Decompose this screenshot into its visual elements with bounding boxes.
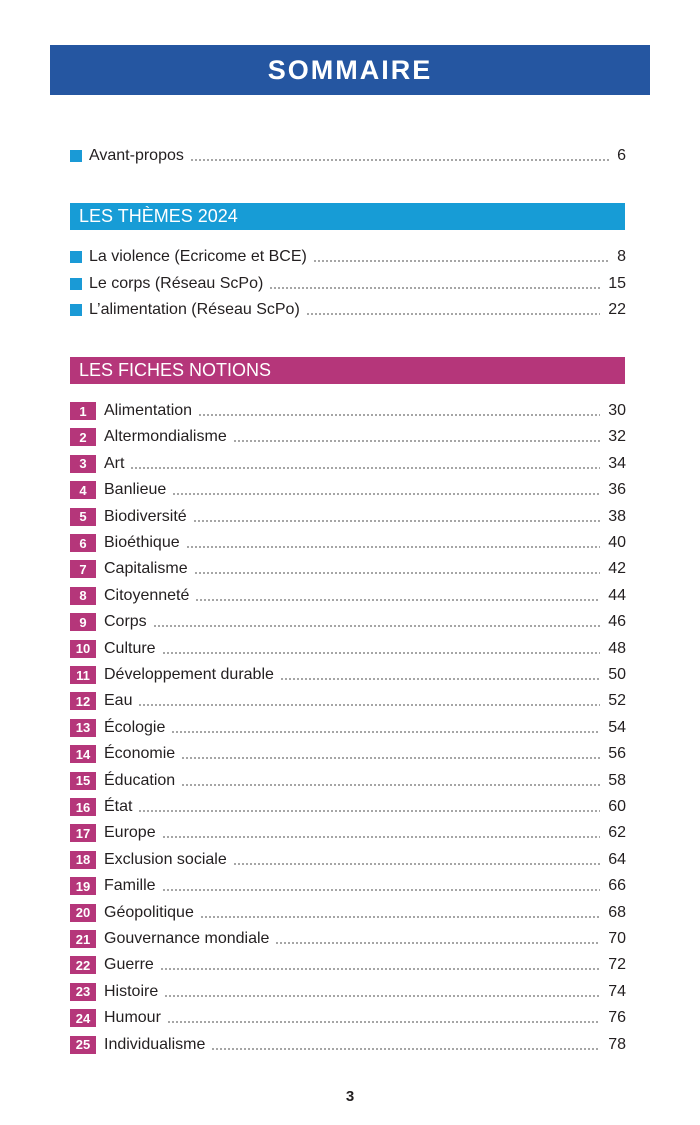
dot-leader	[186, 546, 601, 548]
entry-page: 22	[608, 301, 626, 318]
entry-page: 32	[608, 428, 626, 446]
toc-entry-notion[interactable]	[70, 874, 626, 898]
notion-number-badge: 19	[70, 877, 96, 895]
blue-square-bullet-icon	[70, 251, 82, 263]
entry-page: 56	[608, 745, 626, 763]
notion-number-badge: 16	[70, 798, 96, 816]
notion-number-badge: 20	[70, 904, 96, 922]
blue-square-bullet-icon	[70, 304, 82, 316]
page-title: SOMMAIRE	[50, 45, 650, 95]
dot-leader	[171, 731, 600, 733]
toc-entry-notion[interactable]	[70, 1006, 626, 1030]
entry-page: 15	[608, 274, 626, 292]
notion-number-badge: 21	[70, 930, 96, 948]
toc-entry-notion[interactable]	[70, 478, 626, 502]
entry-page: 70	[608, 930, 626, 947]
entry-label: L’alimentation (Réseau ScPo)	[89, 301, 300, 318]
entry-label: Alimentation	[104, 402, 193, 419]
entry-label: Humour	[104, 1009, 161, 1027]
entry-label: Individualisme	[104, 1035, 206, 1053]
toc-entry-notion[interactable]	[70, 980, 626, 1004]
notion-number-badge: 10	[70, 640, 96, 658]
entry-label: Gouvernance mondiale	[104, 930, 270, 947]
dot-leader	[153, 625, 601, 627]
entry-label: Le corps (Réseau ScPo)	[89, 274, 264, 292]
notion-number-badge: 22	[70, 956, 96, 974]
dot-leader	[162, 836, 601, 838]
entry-label: Bioéthique	[104, 534, 180, 551]
toc-entry-notion[interactable]	[70, 452, 626, 476]
notion-number-badge: 17	[70, 824, 96, 842]
dot-leader	[193, 520, 601, 522]
notion-number-badge: 4	[70, 481, 96, 499]
entry-label: Guerre	[104, 956, 154, 974]
dot-leader	[200, 916, 600, 918]
entry-page: 68	[608, 903, 626, 921]
dot-leader	[181, 784, 600, 786]
entry-page: 52	[608, 692, 626, 710]
dot-leader	[162, 889, 601, 891]
toc-entry-notion[interactable]	[70, 769, 626, 793]
notion-number-badge: 7	[70, 560, 96, 578]
entry-page: 8	[617, 248, 626, 265]
entry-page: 50	[608, 666, 626, 683]
dot-leader	[280, 678, 600, 680]
toc-entry-notion[interactable]	[70, 557, 626, 581]
toc-entry-theme[interactable]	[70, 272, 626, 296]
notion-number-badge: 15	[70, 772, 96, 790]
dot-leader	[198, 414, 600, 416]
entry-label: Éducation	[104, 771, 176, 789]
toc-entry-notion[interactable]	[70, 689, 626, 713]
dot-leader	[160, 968, 600, 970]
toc-entry-notion[interactable]	[70, 742, 626, 766]
entry-page: 76	[608, 1009, 626, 1027]
toc-entry-notion[interactable]	[70, 795, 626, 819]
toc-entry-avant-propos[interactable]	[70, 144, 626, 168]
notion-number-badge: 8	[70, 587, 96, 605]
blue-square-bullet-icon	[70, 150, 82, 162]
toc-entry-notion[interactable]	[70, 1033, 626, 1057]
dot-leader	[181, 757, 600, 759]
toc-entry-notion[interactable]	[70, 610, 626, 634]
entry-page: 78	[608, 1035, 626, 1053]
entry-label: Capitalisme	[104, 560, 188, 578]
dot-leader	[138, 704, 600, 706]
entry-page: 34	[608, 454, 626, 472]
dot-leader	[233, 863, 600, 865]
notion-number-badge: 1	[70, 402, 96, 420]
entry-label: Géopolitique	[104, 903, 194, 921]
page-number: 3	[345, 1088, 355, 1105]
dot-leader	[162, 652, 601, 654]
notion-number-badge: 3	[70, 455, 96, 473]
entry-page: 36	[608, 481, 626, 499]
notion-number-badge: 23	[70, 983, 96, 1001]
entry-page: 66	[608, 877, 626, 895]
dot-leader	[194, 572, 601, 574]
toc-entry-notion[interactable]	[70, 531, 626, 555]
entry-label: Économie	[104, 745, 176, 763]
toc-entry-notion[interactable]	[70, 399, 626, 423]
entry-label: État	[104, 798, 133, 815]
entry-page: 30	[608, 402, 626, 419]
notion-number-badge: 25	[70, 1036, 96, 1054]
entry-label: Europe	[104, 824, 156, 842]
entry-page: 54	[608, 718, 626, 736]
blue-square-bullet-icon	[70, 278, 82, 290]
notion-number-badge: 11	[70, 666, 96, 684]
entry-label: Citoyenneté	[104, 586, 190, 604]
toc-entry-notion[interactable]	[70, 953, 626, 977]
dot-leader	[190, 159, 609, 161]
entry-label: Art	[104, 454, 125, 472]
notion-number-badge: 14	[70, 745, 96, 763]
entry-page: 38	[608, 507, 626, 525]
toc-entry-notion[interactable]	[70, 663, 626, 687]
entry-label: Banlieue	[104, 481, 167, 499]
notion-number-badge: 2	[70, 428, 96, 446]
entry-label: Écologie	[104, 718, 166, 736]
entry-page: 44	[608, 586, 626, 604]
entry-page: 62	[608, 824, 626, 842]
dot-leader	[313, 260, 609, 262]
toc-entry-notion[interactable]	[70, 716, 626, 740]
entry-label: Famille	[104, 877, 156, 895]
entry-label: Culture	[104, 639, 156, 657]
dot-leader	[164, 995, 600, 997]
entry-label: Corps	[104, 613, 147, 631]
toc-entry-theme[interactable]	[70, 298, 626, 322]
dot-leader	[275, 942, 600, 944]
dot-leader	[195, 599, 600, 601]
dot-leader	[306, 313, 600, 315]
dot-leader	[269, 287, 600, 289]
entry-page: 40	[608, 534, 626, 551]
dot-leader	[167, 1021, 600, 1023]
toc-entry-notion[interactable]	[70, 637, 626, 661]
toc-entry-notion[interactable]	[70, 584, 626, 608]
entry-label: Développement durable	[104, 666, 274, 683]
notion-number-badge: 13	[70, 719, 96, 737]
section-header-themes: LES THÈMES 2024	[70, 203, 625, 230]
entry-page: 72	[608, 956, 626, 974]
dot-leader	[211, 1048, 600, 1050]
toc-entry-notion[interactable]	[70, 821, 626, 845]
section-header-notions: LES FICHES NOTIONS	[70, 357, 625, 384]
entry-label: Eau	[104, 692, 133, 710]
entry-label: Avant-propos	[89, 147, 184, 164]
entry-page: 6	[617, 147, 626, 164]
entry-page: 64	[608, 850, 626, 868]
entry-label: Exclusion sociale	[104, 850, 227, 868]
entry-label: Histoire	[104, 982, 159, 1000]
dot-leader	[233, 440, 600, 442]
dot-leader	[130, 467, 600, 469]
toc-entry-theme[interactable]	[70, 245, 626, 269]
toc-entry-notion[interactable]	[70, 505, 626, 529]
toc-entry-notion[interactable]	[70, 901, 626, 925]
notion-number-badge: 5	[70, 508, 96, 526]
entry-page: 42	[608, 560, 626, 578]
entry-page: 46	[608, 613, 626, 631]
notion-number-badge: 6	[70, 534, 96, 552]
notion-number-badge: 12	[70, 692, 96, 710]
entry-page: 74	[608, 982, 626, 1000]
toc-entry-notion[interactable]	[70, 927, 626, 951]
toc-entry-notion[interactable]	[70, 425, 626, 449]
entry-label: Altermondialisme	[104, 428, 227, 446]
notion-number-badge: 18	[70, 851, 96, 869]
notion-number-badge: 24	[70, 1009, 96, 1027]
entry-page: 48	[608, 639, 626, 657]
entry-label: La violence (Ecricome et BCE)	[89, 248, 307, 265]
entry-page: 60	[608, 798, 626, 815]
dot-leader	[138, 810, 600, 812]
dot-leader	[172, 493, 600, 495]
toc-entry-notion[interactable]	[70, 848, 626, 872]
entry-page: 58	[608, 771, 626, 789]
notion-number-badge: 9	[70, 613, 96, 631]
entry-label: Biodiversité	[104, 507, 187, 525]
